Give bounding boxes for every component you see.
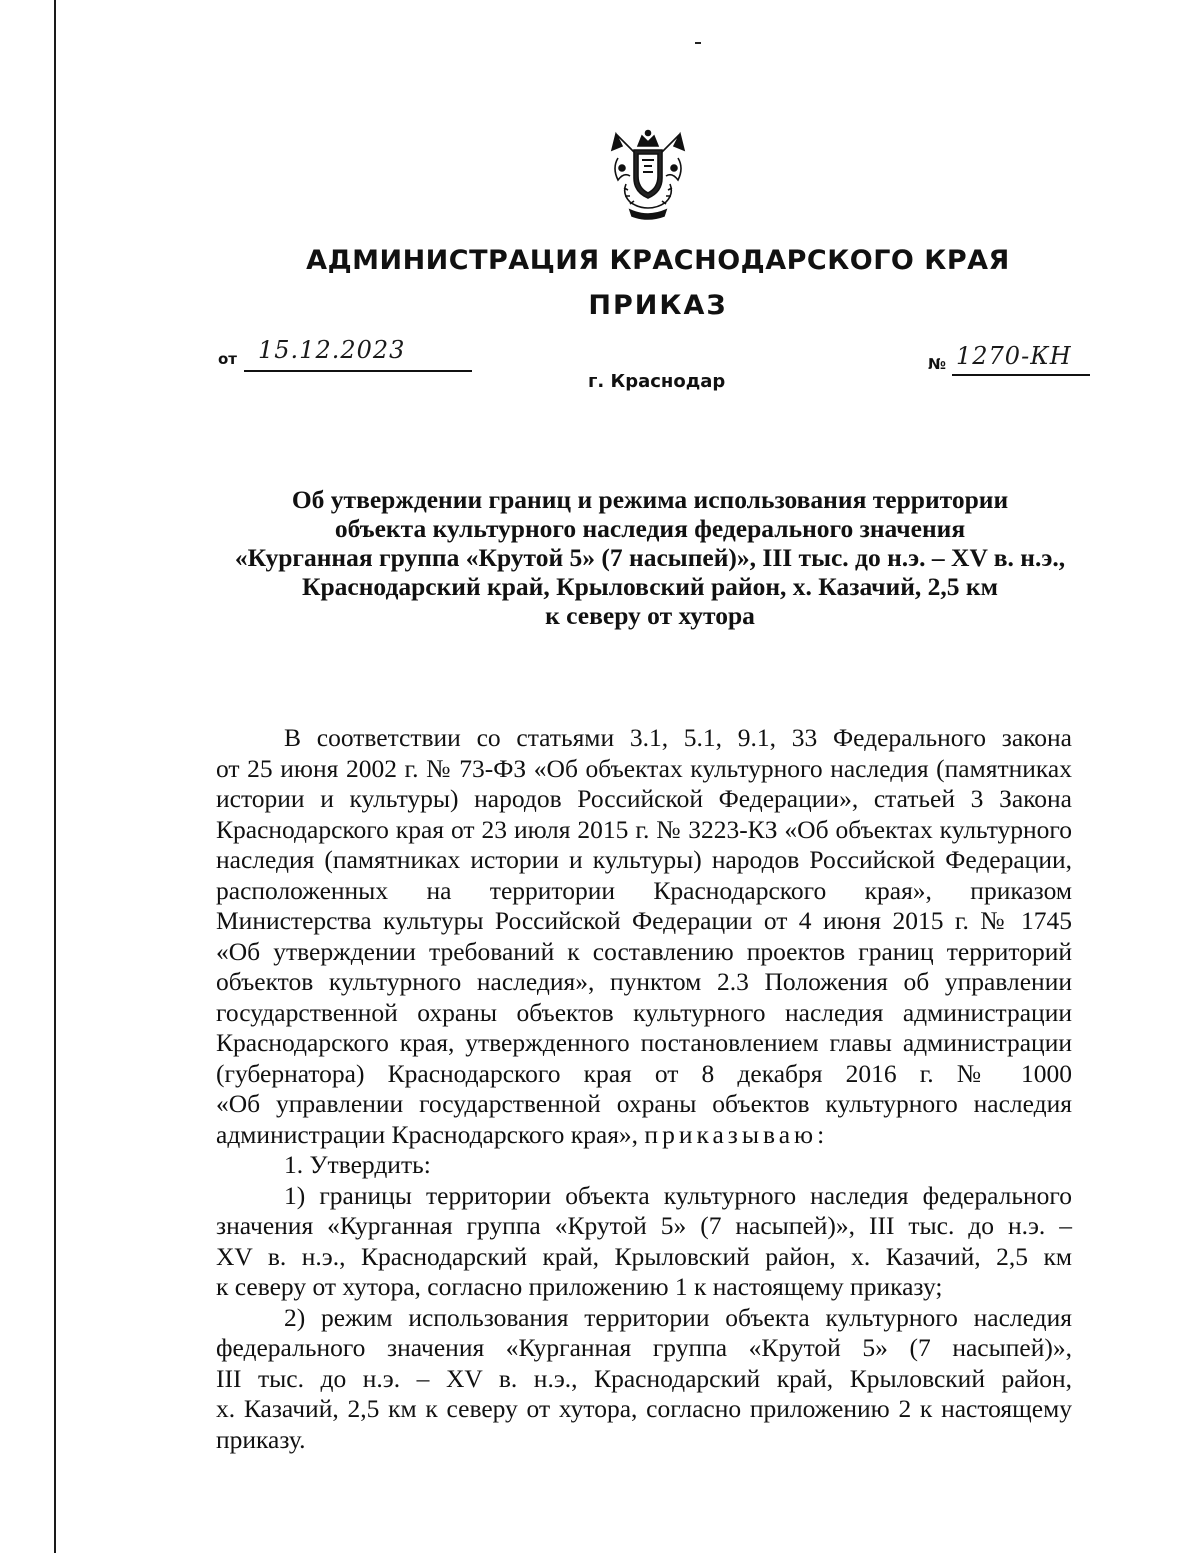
- scan-left-edge: [54, 0, 56, 1553]
- body-line: «Об утверждении требований к составлению проектов границ территорий: [216, 936, 1072, 966]
- number-underline: [952, 374, 1090, 376]
- body-line: 1) границы территории объекта культурного наследия федерального: [284, 1180, 1072, 1210]
- body-line: Министерства культуры Российской Федерации от 4 июня 2015 г. № 1745: [216, 906, 1072, 935]
- body-line: расположенных на территории Краснодарского края», приказом: [216, 875, 1072, 905]
- body-line: 2) режим использования территории объекта культурного наследия: [284, 1302, 1072, 1332]
- subject-line: «Курганная группа «Крутой 5» (7 насыпей)», III тыс. до н.э. – XV в. н.э.,: [234, 543, 1066, 572]
- order-keyword: приказываю:: [644, 1119, 829, 1149]
- body-line: «Об управлении государственной охраны объектов культурного наследия: [216, 1089, 1072, 1118]
- body-line: Краснодарского края, утвержденного постановлением главы администрации: [216, 1028, 1072, 1057]
- body-line: истории и культуры) народов Российской Федерации», статьей 3 Закона: [216, 784, 1072, 813]
- city-name: г. Краснодар: [588, 371, 726, 392]
- number-label: №: [928, 355, 947, 373]
- document-type-title: ПРИКАЗ: [588, 290, 728, 321]
- body-line: [216, 1120, 1072, 1151]
- subject-line: объекта культурного наследия федерального значения: [334, 514, 966, 543]
- document-subject: [200, 485, 1100, 630]
- date-handwritten: 15.12.2023: [258, 336, 406, 364]
- coat-of-arms-icon: [608, 128, 688, 220]
- body-line: (губернатора) Краснодарского края от 8 декабря 2016 г. № 1000: [216, 1058, 1072, 1088]
- body-line: наследия (памятниках истории и культуры) народов Российской Федерации,: [216, 845, 1072, 874]
- body-line: х. Казачий, 2,5 км к северу от хутора, согласно приложению 2 к настоящему: [216, 1394, 1072, 1423]
- subject-line: Об утверждении границ и режима использования территории: [291, 485, 1009, 514]
- body-line: федерального значения «Курганная группа «Крутой 5» (7 насыпей)»,: [216, 1333, 1072, 1362]
- body-line-start: администрации Краснодарского края»,: [216, 1119, 639, 1149]
- subject-line: Краснодарский край, Крыловский район, х. Казачий, 2,5 км: [302, 572, 998, 601]
- body-line: III тыс. до н.э. – XV в. н.э., Краснодарский край, Крыловский район,: [216, 1363, 1072, 1393]
- body-line: значения «Курганная группа «Крутой 5» (7 насыпей)», III тыс. до н.э. –: [216, 1211, 1072, 1240]
- body-line: В соответствии со статьями 3.1, 5.1, 9.1, 33 Федерального закона: [284, 723, 1072, 752]
- document-body: [216, 723, 1072, 1455]
- item-heading: 1. Утвердить:: [284, 1150, 431, 1179]
- body-line: от 25 июня 2002 г. № 73-ФЗ «Об объектах культурного наследия (памятниках: [216, 753, 1072, 783]
- body-line: XV в. н.э., Краснодарский край, Крыловский район, х. Казачий, 2,5 км: [216, 1241, 1072, 1271]
- subject-line: к северу от хутора: [545, 601, 755, 630]
- body-line: Краснодарского края от 23 июля 2015 г. № 3223-КЗ «Об объектах культурного: [216, 814, 1072, 844]
- scan-mark: [695, 42, 701, 44]
- body-line: к северу от хутора, согласно приложению 1 к настоящему приказу;: [216, 1272, 943, 1301]
- organization-title: АДМИНИСТРАЦИЯ КРАСНОДАРСКОГО КРАЯ: [306, 245, 1010, 276]
- body-line: приказу.: [216, 1424, 306, 1454]
- body-line: объектов культурного наследия», пунктом 2.3 Положения об управлении: [216, 967, 1072, 996]
- date-underline: [244, 370, 472, 372]
- number-handwritten: 1270-КН: [956, 342, 1072, 370]
- date-label: от: [218, 350, 237, 368]
- body-line: государственной охраны объектов культурного наследия администрации: [216, 997, 1072, 1027]
